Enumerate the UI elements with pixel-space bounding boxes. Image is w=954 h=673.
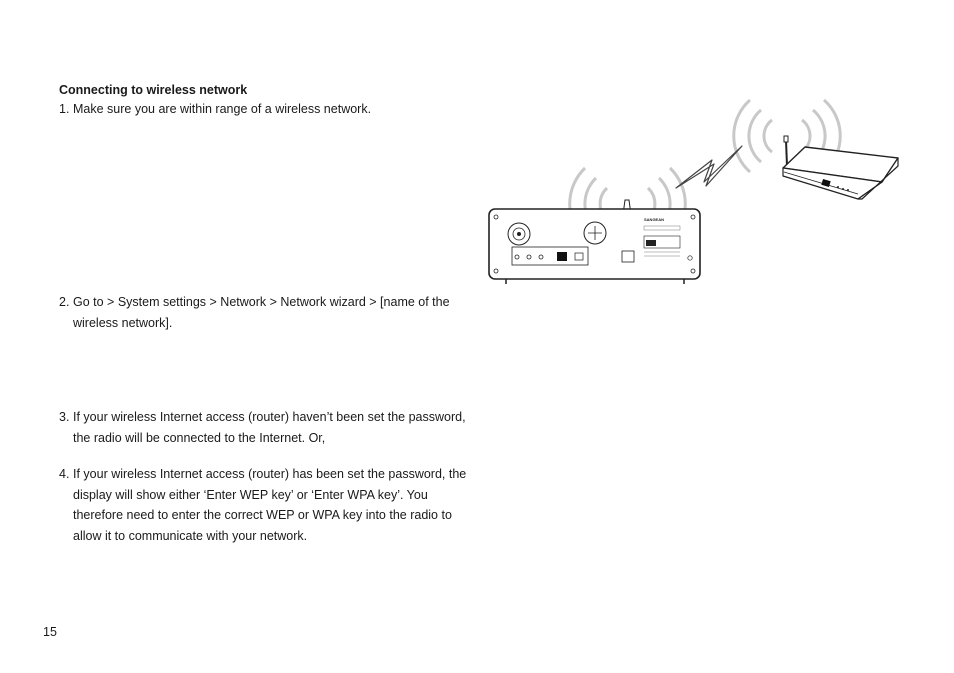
- step-text: Go to > System settings > Network > Network wizard > [name of the wireless network].: [73, 295, 450, 330]
- step-4: [59, 464, 469, 546]
- step-number: 1.: [59, 102, 70, 116]
- step-number: 4.: [59, 467, 70, 481]
- step-3: [59, 407, 469, 448]
- step-1: [59, 99, 469, 120]
- lightning-bolt-icon: [676, 146, 742, 188]
- step-text: If your wireless Internet access (router) haven’t been set the password, the radio will be connected to the Internet. Or,: [73, 410, 466, 445]
- step-number: 3.: [59, 410, 70, 424]
- section-heading: Connecting to wireless network: [59, 83, 248, 97]
- wireless-connection-illustration: [480, 88, 930, 288]
- svg-text:SANGEAN: SANGEAN: [644, 217, 665, 222]
- radio-back-panel: [489, 200, 700, 284]
- page-number: 15: [43, 625, 57, 639]
- step-number: 2.: [59, 295, 70, 309]
- step-text: If your wireless Internet access (router) has been set the password, the display will show either ‘Enter WEP key’ or ‘Enter WPA key’. You therefore need to enter the correct WEP or WPA key into the radio to allow it to communicate with your network.: [73, 467, 467, 543]
- step-2: [59, 292, 469, 333]
- step-text: Make sure you are within range of a wireless network.: [73, 102, 372, 116]
